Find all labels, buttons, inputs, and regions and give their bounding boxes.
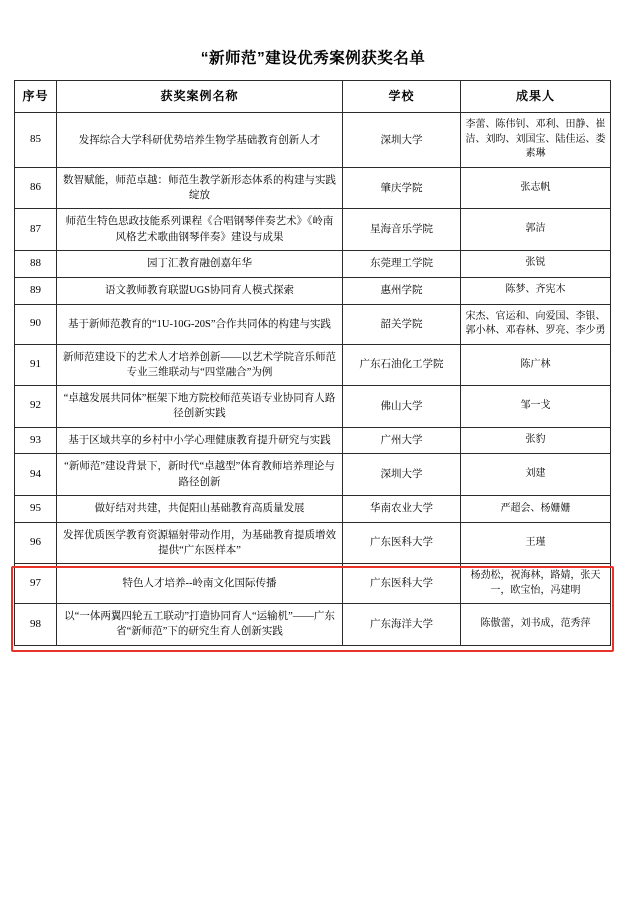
- cell-school: 广东海洋大学: [343, 604, 461, 645]
- cell-case-name: 师范生特色思政技能系列课程《合唱钢琴伴奏艺术》《岭南风格艺术歌曲钢琴伴奏》建设与成果: [57, 209, 343, 250]
- cell-people: 陈广林: [461, 344, 611, 385]
- cell-case-name: 园丁汇教育融创嘉年华: [57, 250, 343, 277]
- cell-school: 惠州学院: [343, 277, 461, 304]
- table-row: [15, 277, 611, 304]
- cell-seq: 94: [15, 454, 57, 495]
- cell-school: 东莞理工学院: [343, 250, 461, 277]
- table-row: [15, 113, 611, 168]
- cell-case-name: 语文教师教育联盟UGS协同育人模式探索: [57, 277, 343, 304]
- cell-case-name: 数智赋能，师范卓越：师范生教学新形态体系的构建与实践绽放: [57, 167, 343, 208]
- table-row: [15, 386, 611, 427]
- table-row: [15, 209, 611, 250]
- cell-people: 王瑾: [461, 522, 611, 563]
- table-row-highlighted: [15, 564, 611, 604]
- cell-case-name: 基于新师范教育的“1U-10G-20S”合作共同体的构建与实践: [57, 304, 343, 344]
- document-page: [0, 46, 626, 898]
- cell-case-name: “新师范”建设背景下，新时代“卓越型”体育教师培养理论与路径创新: [57, 454, 343, 495]
- column-header-seq: 序号: [15, 81, 57, 113]
- cell-seq: 95: [15, 495, 57, 522]
- award-list-table: [14, 80, 611, 646]
- cell-people: 陈傲蕾，刘书成，范秀萍: [461, 604, 611, 645]
- cell-school: 深圳大学: [343, 454, 461, 495]
- cell-school: 韶关学院: [343, 304, 461, 344]
- page-title: “新师范”建设优秀案例获奖名单: [200, 50, 426, 67]
- cell-seq: 87: [15, 209, 57, 250]
- cell-people: 张锐: [461, 250, 611, 277]
- cell-seq: 93: [15, 427, 57, 454]
- cell-case-name: 发挥综合大学科研优势培养生物学基础教育创新人才: [57, 113, 343, 168]
- table-row: [15, 167, 611, 208]
- cell-people: 严超会、杨姗姗: [461, 495, 611, 522]
- cell-seq: 96: [15, 522, 57, 563]
- table-row: [15, 495, 611, 522]
- cell-people: 张豹: [461, 427, 611, 454]
- cell-school: 佛山大学: [343, 386, 461, 427]
- cell-school: 广州大学: [343, 427, 461, 454]
- cell-school: 广东医科大学: [343, 564, 461, 604]
- cell-seq: 89: [15, 277, 57, 304]
- cell-school: 深圳大学: [343, 113, 461, 168]
- cell-seq: 90: [15, 304, 57, 344]
- cell-case-name: 发挥优质医学教育资源辐射带动作用，为基础教育提质增效提供“广东医样本”: [57, 522, 343, 563]
- cell-school: 华南农业大学: [343, 495, 461, 522]
- table-row: [15, 454, 611, 495]
- cell-seq: 88: [15, 250, 57, 277]
- column-header-name: 获奖案例名称: [57, 81, 343, 113]
- table-row: [15, 604, 611, 645]
- cell-people: 邹一戈: [461, 386, 611, 427]
- cell-people: 杨劲松，祝海林，路婧，张天一，欧宝怡，冯建明: [461, 564, 611, 604]
- cell-people: 李蕾、陈伟钊、邓利、田静、崔洁、刘昀、刘国宝、陆佳运、娄素琳: [461, 113, 611, 168]
- table-row: [15, 304, 611, 344]
- table-row: [15, 344, 611, 385]
- table-header-row: [15, 81, 611, 113]
- column-header-school: 学校: [343, 81, 461, 113]
- cell-case-name: 以“一体两翼四轮五工联动”打造协同育人“运输机”——广东省“新师范”下的研究生育人创新实践: [57, 604, 343, 645]
- cell-seq: 92: [15, 386, 57, 427]
- cell-school: 广东医科大学: [343, 522, 461, 563]
- cell-school: 广东石油化工学院: [343, 344, 461, 385]
- cell-seq: 85: [15, 113, 57, 168]
- cell-people: 张志帆: [461, 167, 611, 208]
- table-row-highlighted: [15, 522, 611, 563]
- cell-seq: 98: [15, 604, 57, 645]
- cell-case-name: 新师范建设下的艺术人才培养创新——以艺术学院音乐师范专业三维联动与“四堂融合”为例: [57, 344, 343, 385]
- column-header-people: 成果人: [461, 81, 611, 113]
- cell-case-name: 基于区域共享的乡村中小学心理健康教育提升研究与实践: [57, 427, 343, 454]
- cell-case-name: 特色人才培养--岭南文化国际传播: [57, 564, 343, 604]
- cell-case-name: 做好结对共建，共促阳山基础教育高质量发展: [57, 495, 343, 522]
- cell-people: 宋杰、官运和、向爱国、李银、郭小林、邓春林、罗亮、李少勇: [461, 304, 611, 344]
- cell-people: 陈梦、齐宪木: [461, 277, 611, 304]
- cell-school: 星海音乐学院: [343, 209, 461, 250]
- cell-case-name: “卓越发展共同体”框架下地方院校师范英语专业协同育人路径创新实践: [57, 386, 343, 427]
- cell-seq: 97: [15, 564, 57, 604]
- cell-school: 肇庆学院: [343, 167, 461, 208]
- table-row: [15, 427, 611, 454]
- cell-people: 刘建: [461, 454, 611, 495]
- cell-people: 郭洁: [461, 209, 611, 250]
- cell-seq: 86: [15, 167, 57, 208]
- cell-seq: 91: [15, 344, 57, 385]
- table-row: [15, 250, 611, 277]
